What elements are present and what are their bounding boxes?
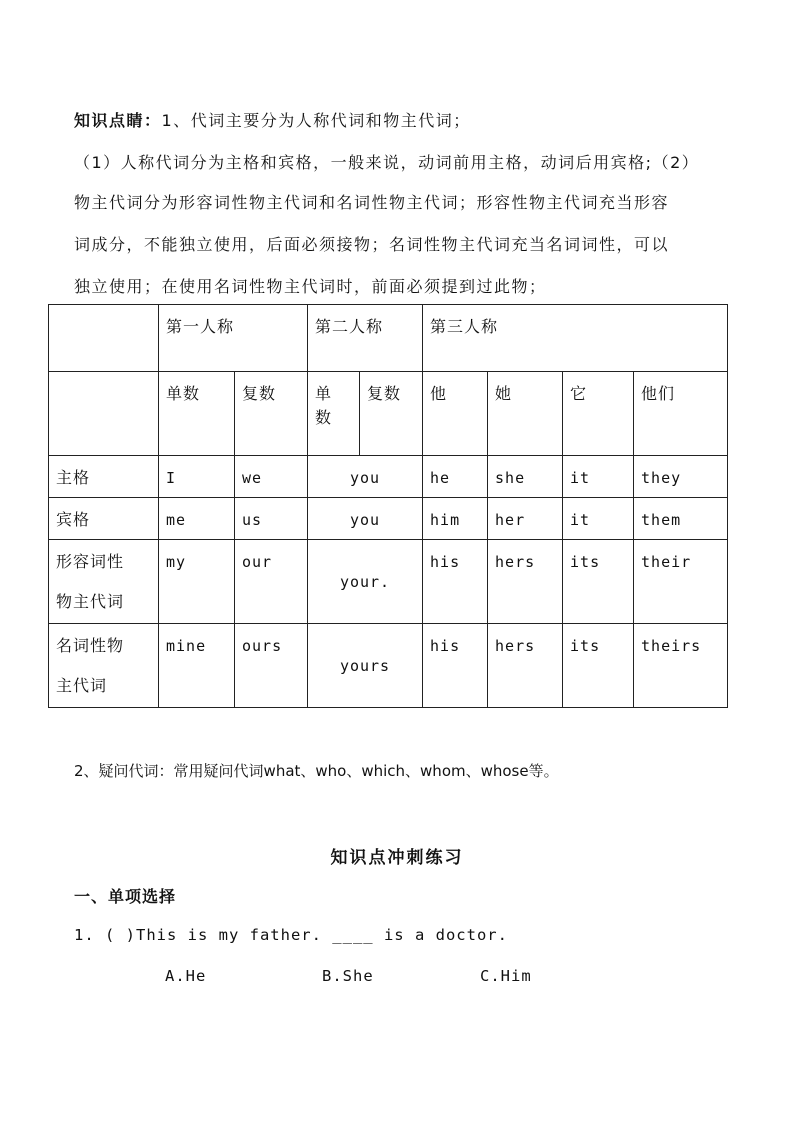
table-cell: hers (495, 637, 536, 655)
table-cell: us (242, 511, 263, 529)
interrogative-pronouns-note: 2、疑问代词：常用疑问代词what、who、which、whom、whose等。 (74, 762, 559, 780)
first-singular-header: 单数 (159, 372, 235, 456)
table-cell: its (570, 553, 601, 571)
he-header: 他 (423, 372, 488, 456)
table-row (49, 540, 728, 624)
table-cell: he (430, 469, 451, 487)
table-cell: you (349, 511, 381, 529)
first-plural-header: 复数 (235, 372, 308, 456)
part-title: 一、单项选择 (74, 887, 177, 906)
table-cell: our (242, 553, 273, 571)
table-cell: his (430, 637, 461, 655)
table-cell: my (166, 553, 187, 571)
table-cell: hers (495, 553, 536, 571)
table-cell: their (641, 553, 692, 571)
question-1-stem: 1. ( )This is my father. ____ is a doctor. (74, 926, 508, 944)
table-corner-cell (49, 305, 159, 372)
paragraph-line-1: （1）人称代词分为主格和宾格，一般来说，动词前用主格，动词后用宾格;（2） (74, 153, 700, 172)
intro-line (74, 108, 471, 131)
table-subheader-row (49, 372, 728, 456)
table-cell: mine (166, 637, 207, 655)
intro-label: 知识点睛： (74, 111, 162, 130)
table-cell: her (495, 511, 526, 529)
table-cell: theirs (641, 637, 702, 655)
section-title: 知识点冲刺练习 (330, 848, 464, 868)
option-b: B.She (322, 967, 374, 985)
second-person-header: 第二人称 (308, 305, 423, 372)
option-c: C.Him (480, 967, 532, 985)
table-cell: its (570, 637, 601, 655)
first-person-header: 第一人称 (159, 305, 308, 372)
table-cell: his (430, 553, 461, 571)
table-cell: your. (339, 573, 391, 591)
row-label-object: 宾格 (56, 510, 91, 529)
table-cell: him (430, 511, 461, 529)
she-header: 她 (488, 372, 563, 456)
table-cell: you (349, 469, 381, 487)
row-label-noun-possessive: 名词性物 主代词 (56, 636, 125, 695)
second-plural-header: 复数 (360, 372, 423, 456)
table-row (49, 624, 728, 708)
pronoun-table (48, 304, 728, 708)
table-cell: yours (339, 657, 391, 675)
they-header: 他们 (634, 372, 728, 456)
table-cell: ours (242, 637, 283, 655)
table-row (49, 498, 728, 540)
table-sub-corner-cell (49, 372, 159, 456)
intro-text: 1、代词主要分为人称代词和物主代词； (161, 111, 471, 130)
option-a: A.He (165, 967, 207, 985)
table-cell: she (495, 469, 526, 487)
table-cell: they (641, 469, 682, 487)
table-cell: it (570, 469, 591, 487)
table-cell: we (242, 469, 263, 487)
paragraph-line-4: 独立使用；在使用名词性物主代词时，前面必须提到过此物； (74, 277, 547, 296)
row-label-subject: 主格 (56, 468, 91, 487)
second-singular-header: 单 数 (308, 372, 360, 456)
third-person-header: 第三人称 (423, 305, 728, 372)
row-label-adj-possessive: 形容词性 物主代词 (56, 552, 125, 611)
paragraph-line-2: 物主代词分为形容词性物主代词和名词性物主代词；形容性物主代词充当形容 (74, 193, 670, 212)
it-header: 它 (563, 372, 634, 456)
table-cell: it (570, 511, 591, 529)
table-header-row (49, 305, 728, 372)
table-cell: me (166, 511, 187, 529)
table-row (49, 456, 728, 498)
table-cell: them (641, 511, 682, 529)
paragraph-line-3: 词成分，不能独立使用，后面必须接物；名词性物主代词充当名词词性，可以 (74, 235, 670, 254)
table-cell: I (166, 469, 177, 487)
